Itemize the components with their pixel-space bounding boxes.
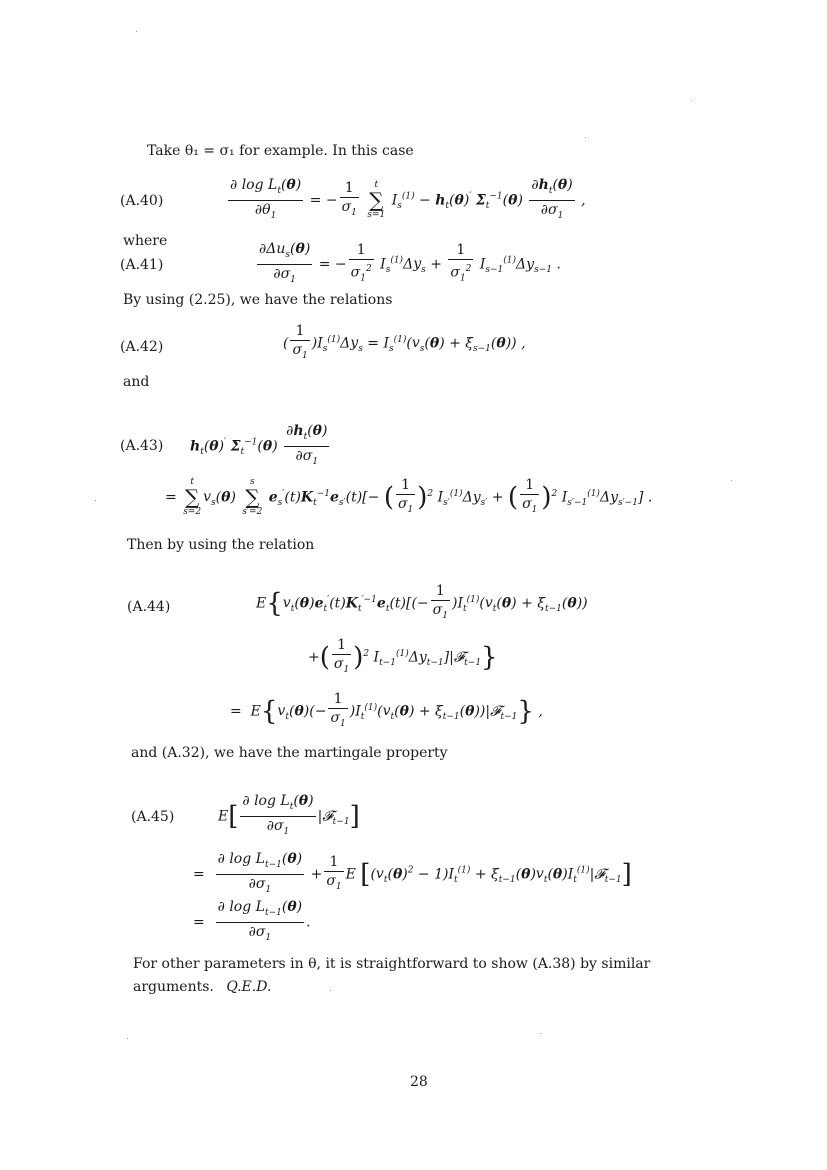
equation-a44-line1: $E\{v_t(\theta)e_t'(t)K_t^{'-1}e_t(t)[(-$ $\frac{1}{\sigma_1}$ )$I_t^{(1)}(v_t(\theta) + \xi_{t-1}(\theta))$ bbox=[256, 582, 588, 625]
equation-a42: ( $\frac{1}{\sigma_1}$ )$I_s^{(1)}\Delta y_s = I_s^{(1)}(v_s(\theta) + \xi_{s-1}(\theta))$ , bbox=[283, 322, 526, 365]
page-number: 28 bbox=[410, 1074, 428, 1090]
intro-line: Take θ₁ = σ₁ for example. In this case bbox=[147, 143, 414, 159]
closing-paragraph bbox=[133, 953, 693, 999]
scan-speck bbox=[540, 1033, 541, 1034]
and-label: and bbox=[123, 374, 150, 390]
equation-a45-line2: = $\frac{\partial \log L_{t-1}(\theta)}{\partial\sigma_1}$ + $\frac{1}{\sigma_1}$ E [$(v_t(\theta)^2 - 1)I_t^{(1)}$ + $\xi_{t-1}(\theta)v_t(\theta)I_t^{(1)}|𝓕_{t-1}$] bbox=[193, 850, 632, 899]
scan-speck bbox=[95, 500, 96, 501]
and-a32-line: and (A.32), we have the martingale property bbox=[131, 745, 448, 761]
equation-a45-line1: E[ $\frac{\partial \log L_t(\theta)}{\partial\sigma_1}$ |𝓕$_{t-1}$] bbox=[218, 792, 360, 841]
eq-tag-a40: (A.40) bbox=[120, 193, 164, 209]
eq-tag-a44: (A.44) bbox=[127, 599, 171, 615]
equation-a40: $\frac{\partial \log L_t(\theta)}{\partial\theta_1}$ = − $\frac{1}{\sigma_1}$ t ∑ s=1 $I_s^{(1)} - h_t(\theta)'$ $\Sigma_t^{-1}(\theta)$ $\frac{\partial h_t(\theta)}{\partial\sigma_1}$ , bbox=[226, 176, 586, 225]
scan-speck bbox=[731, 480, 732, 481]
eq-tag-a45: (A.45) bbox=[131, 809, 175, 825]
equation-a44-line2: +( $\frac{1}{\sigma_1}$ )$^2$ $I_{t-1}^{(1)}\Delta y_{t-1}]|𝓕_{t-1}$} bbox=[308, 636, 498, 679]
scan-speck bbox=[330, 990, 331, 991]
by-using-line: By using (2.25), we have the relations bbox=[123, 292, 393, 308]
scan-speck bbox=[585, 137, 586, 138]
equation-a41: $\frac{\partial\Delta u_s(\theta)}{\partial\sigma_1}$ = − $\frac{1}{\sigma_1^2}$ $I_s^{(1)}\Delta y_s$ + $\frac{1}{\sigma_1^2}$ $I_{s-1}^{(1)}\Delta y_{s-1}$ . bbox=[255, 240, 561, 289]
scan-speck bbox=[691, 100, 692, 101]
scan-speck bbox=[136, 31, 137, 32]
equation-a43-line1: $h_t(\theta)'$ $\Sigma_t^{-1}(\theta)$ $\frac{\partial h_t(\theta)}{\partial\sigma_1}$ bbox=[190, 422, 331, 471]
closing-text: For other parameters in θ, it is straightforward to show (A.38) by similar arguments. bbox=[133, 956, 651, 995]
scan-speck bbox=[127, 1038, 128, 1039]
eq-tag-a42: (A.42) bbox=[120, 339, 164, 355]
where-label: where bbox=[123, 233, 168, 249]
then-line: Then by using the relation bbox=[127, 537, 315, 553]
equation-a44-line3: = $E\{v_t(\theta)(-$ $\frac{1}{\sigma_1}$ )$I_t^{(1)}(v_t(\theta)$ + $\xi_{t-1}(\theta))|𝓕_{t-1}$} , bbox=[230, 690, 543, 733]
eq-tag-a43: (A.43) bbox=[120, 438, 164, 454]
eq-tag-a41: (A.41) bbox=[120, 257, 164, 273]
qed-mark: Q.E.D. bbox=[226, 979, 272, 995]
equation-a45-line3: = $\frac{\partial \log L_{t-1}(\theta)}{\partial\sigma_1}$ . bbox=[193, 898, 311, 947]
equation-a43-line2: = t ∑ s=2 $v_s(\theta)$ s ∑ s′=2 $e_s'(t)K_t^{-1}e_{s'}(t)[-$ ( $\frac{1}{\sigma_1}$ )$^2$ $I_{s'}^{(1)}\Delta y_{s'}$ + ( $\frac{1}{\sigma_1}$ )$^2$ $I_{s'-1}^{(1)}\Delta y_{s'-1}$] . bbox=[165, 477, 653, 518]
